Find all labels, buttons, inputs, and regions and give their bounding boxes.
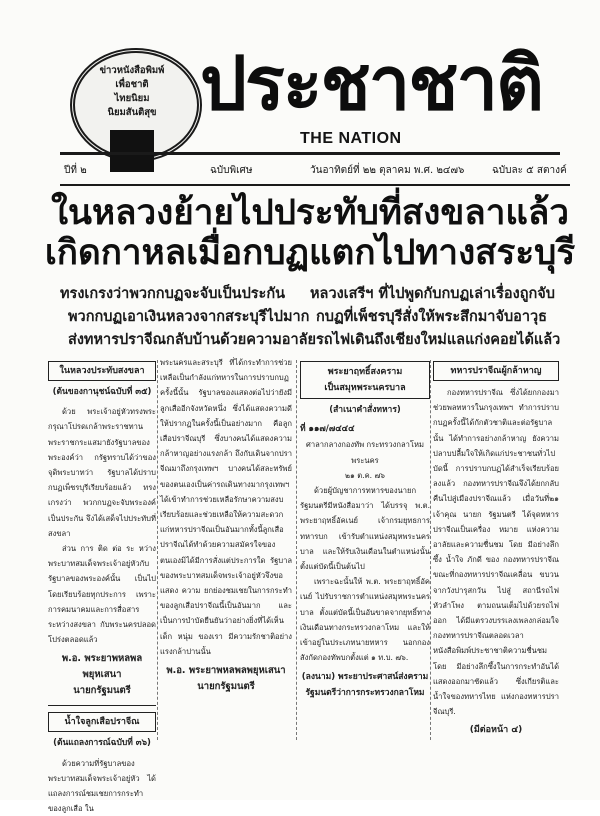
article-credit: (ต้นของกานุชน์ฉบับที่ ๓๕)	[52, 387, 152, 397]
article-column-4	[433, 355, 559, 739]
article-signature	[160, 663, 292, 695]
subheadline-line: ทรงเกรงว่าพวกกบฏจะจับเป็นประกัน	[60, 286, 286, 302]
article-credit: (ต้นแถลงการณ์ฉบับที่ ๓๖)	[53, 738, 151, 749]
signature-title: นายกรัฐมนตรี	[197, 681, 255, 693]
order-location: ศาลากลางกองทัพ กระทรวงกลาโหม พระนคร	[306, 440, 424, 465]
emblem-motto-line: ไทยนิยม	[114, 93, 150, 104]
infobar-rule	[60, 184, 570, 186]
box-title-line: พระยาฤทธิ์สงคราม	[327, 367, 403, 377]
order-date: ๒๑ ต.ค. ๗๖	[344, 470, 386, 480]
box-title-line: เป็นสมุหพระนครบาล	[324, 383, 406, 393]
issue-infobar	[60, 163, 570, 179]
signature-name: พ.อ. พระยาพหลพลพยุหเสนา	[166, 665, 286, 677]
emblem-motto	[86, 64, 178, 120]
article-body: ด้วย พระเจ้าอยู่หัวทรงพระกรุณาโปรดเกล้าพระราชทานพระราชกระแสมายังรัฐบาลของพระองค์ว่า กรัฐทราบได้ว่าของจุดิพระบาทว่า รัฐบาลได้ปราบกบฏเพ็ชรบุรีเรียบร้อยแล้ว ทรงเกรงว่า พวกกบฏจะจับพระองค์เป็นประกัน จึงได้เสด็จไปประทับที่สงขลา	[48, 407, 156, 538]
subheadline-left	[60, 283, 317, 352]
subheadline-line: หลวงเสรีฯ ที่ไปพูดกับกบฏเล่าเรื่องถูกจับ	[310, 286, 555, 302]
edition-type: ฉบับพิเศษ	[210, 165, 253, 176]
signature-title: รัฐมนตรีว่าการกระทรวงกลาโหม	[305, 688, 425, 699]
article-signature	[48, 651, 156, 699]
article-box-title: ทหารปราจีณผู้กล้าหาญ	[433, 361, 559, 381]
issue-price: ฉบับละ ๕ สตางค์	[492, 165, 567, 176]
main-headline-line-1: ในหลวงย้ายไปประทับที่สงขลาแล้ว	[50, 193, 570, 233]
article-signature	[300, 669, 430, 701]
newspaper-logo: ประชาชาติ	[200, 41, 543, 127]
signature-name: (ลงนาม) พระยาประศาสน์ส่งคราม	[301, 672, 429, 683]
article-column-2	[160, 355, 292, 695]
subheadline-line: ส่งทหารปราจีณกลับบ้านด้วยความอาลัย	[68, 332, 317, 348]
subheadline-line: รถไฟเดินถึงเชียงใหม่แลแก่งคอยได้แล้ว	[316, 332, 561, 348]
article-box-title: น้ำใจลูกเสือปราจีณ	[48, 712, 156, 732]
signature-name: พ.อ. พระยาพหลพลพยุหเสนา	[61, 653, 143, 681]
main-headline-line-2: เกิดกาหลเมื่อกบฏแตกไปทางสระบุรี	[44, 233, 576, 273]
article-body: ด้วยความที่รัฐบาลของพระบาทสมเด็จพระเจ้าอยู่หัว ได้แถลงการณ์ชมเชยการกระทำของลูกเสือ ใน	[48, 758, 156, 814]
article-body: เพราะฉะนั้นให้ พ.ต. พระยาฤทธิ์อัคเนย์ ไปรับราชการตำแหน่งสมุหพระนครบาล ตั้งแต่บัดนี้เป็นอันขาดจากยุทธิ์ทางเงินเดือนทางกระทรวงกลาโหม และให้เข้าอยู่ในประเภทนายทหาร นอกกองสังกัดกองทัพบกตั้งแต่ ๑ ท.บ. ๗๖.	[300, 577, 430, 663]
article-body: ส่วน การ ติด ต่อ ระ หว่าง พระบาทสมเด็จพระเจ้าอยู่หัวกับรัฐบาลของพระองค์นั้น เป็นไปโดยเรียบร้อยทุกประการ เพราะการคมนาคมและการสื่อสารระหว่างสงขลา กับพระนครปลอดโปร่งตลอดแล้ว	[48, 544, 156, 645]
article-column-3	[300, 355, 430, 701]
subheadline-right	[310, 283, 580, 352]
article-credit: (สำเนาคำสั่งทหาร)	[329, 405, 401, 415]
subheadline-line: กบฏที่เพ็ชรบุรีสั่งให้พระสึกมาจับอาวุธ	[316, 309, 547, 325]
article-body: กองทหารปราจีณ ซึ่งได้ยกกองมาช่วยพลทหารในกรุงเทพฯ ทำการปราบกบฏครั้งนี้ได้กักตัวชาติและต่อรัฐบาลนั้น ได้ทำการอย่างกล้าหาญ ยังความปลาบปลื้มใจให้เกิดแก่ประชาชนทั่วไป บัดนี้ การปราบกบฏได้สำเร็จเรียบร้อยลงแล้ว กองทหารปราจีณจึงได้ยกกลับคืนไปสู่เมืองปราจีณแล้ว เมื่อวันที่๒๑ เจ้าคุณ นายก รัฐมนตรี ได้จุดทหารปราจีณเป็นเครื่อง หมาย แห่งความอาลัยและความชื่นชม โดย มีอย่างลึกซึ้ง น้ำใจ ภักดี ของ กองทหารปราจีณ ขณะที่กองทหารปราจีณเคลื่อน ขบวน จากวังปารุสกวัน ไปสู่ สถานีรถไฟหัวลำโพง ตามถนนเต็มไปด้วยรถไฟออก ได้มีแตรวงบรรเลงเพลงกล่อมใจกองทหารปราจีณตลอดเวลา หนังสือพิมพ์ประชาชาติความชื่นชม โดย มีอย่างลึกซึ้งในการกระทำอันได้แสดงออกมาชัดแล้ว ซึ่งเกียรติและน้ำใจของทหารไทย แห่งกองทหารปราจีณบุรี.	[433, 388, 559, 717]
emblem-motto-line: ข่าวหนังสือพิมพ์	[99, 65, 165, 76]
article-column-1	[48, 355, 156, 816]
issue-year: ปีที่ ๒	[64, 165, 87, 176]
emblem-motto-line: นิยมสันติสุข	[107, 107, 157, 118]
article-box-title	[300, 361, 430, 399]
order-number: ที่ ๑๑๗/๗๔๔๔	[300, 424, 355, 435]
emblem-motto-line: เพื่อชาติ	[115, 79, 149, 90]
article-separator	[48, 705, 156, 706]
article-body: ด้วยผู้บัญชาการทหารของนายกรัฐมนตรีมีหนังสือมาว่า ได้บรรจุ พ.ต. พระยาฤทธิ์อัคเนย์ เจ้ากรมยุทธการทหารบก เข้ารับตำแหน่งสมุหพระนครบาล และให้รับเงินเดือนในตำแหน่งนั้น ตั้งแต่บัดนี้เป็นต้นไป	[300, 486, 430, 572]
column-divider	[296, 360, 297, 740]
masthead-rule	[60, 152, 560, 155]
newspaper-subtitle: THE NATION	[300, 130, 402, 147]
continued-on-page: (มีต่อหน้า ๔)	[469, 725, 523, 736]
issue-date: วันอาทิตย์ที่ ๒๒ ตุลาคม พ.ศ. ๒๔๗๖	[310, 165, 465, 176]
column-divider	[157, 360, 158, 740]
signature-title: นายกรัฐมนตรี	[73, 685, 131, 697]
masthead-emblem	[66, 48, 196, 166]
article-body: พระนครและสระบุรี ที่ได้กระทำการช่วยเหลือเป็นกำลังแก่ทหารในการปราบกบฏครั้งนี้นั้น รัฐบาลของแสดงต่อไปว่ายังมีลูกเสืออีกจังหวัดหนึ่ง ซึ่งได้แสดงความดีให้ปรากฏในครั้งนี้เป็นอย่างมาก คือลูกเสือปราจีณบุรี ซึ่งบางคนได้แสดงความกล้าหาญอย่างแรงกล้า ถึงกับเดินจากปราจีณมาถึงกรุงเทพฯ บางคนได้สละทรัพย์ของตนเองเป็นค่ารถเดินทางมากรุงเทพฯ ได้เข้าทำการช่วยเหลือรักษาความสงบเรียบร้อยและช่วยเหลือให้ความสะดวกแก่ทหารปราจีณเป็นอันมากทั้งนี้ลูกเสือปราจีณได้ทำด้วยความสมัครใจของตนเองมิได้มีการสั่งแต่ประการใด รัฐบาลของพระบาทสมเด็จพระเจ้าอยู่หัวจึงขอแสดง ความ ยกย่องชมเชยในการกระทำของลูกเสือปราจีณนี้เป็นอันมาก และเป็นการบำบัดยืนยันว่าอย่างยิ่งที่ได้เห็น เด็ก หนุ่ม ของเรา มีความรักชาติอย่างแรงกล้าปานนั้น	[160, 358, 292, 656]
article-box-title: ในหลวงประทับสงขลา	[48, 361, 156, 381]
subheadline-line: พวกกบฏเอาเงินหลวงจากสระบุรีไปมาก	[68, 309, 310, 325]
column-divider	[430, 360, 431, 740]
